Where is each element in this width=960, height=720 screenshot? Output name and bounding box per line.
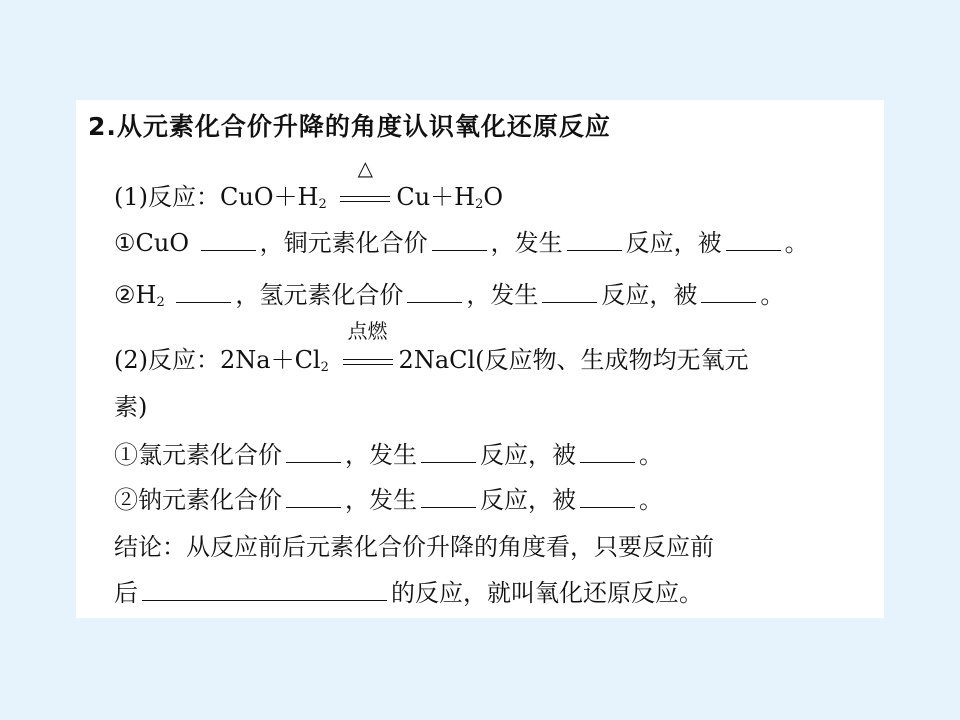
answer-blank[interactable] bbox=[421, 485, 476, 508]
q3-text-d: 。 bbox=[639, 441, 663, 469]
answer-blank[interactable] bbox=[580, 440, 635, 463]
answer-blank[interactable] bbox=[286, 440, 341, 463]
reaction-2 bbox=[114, 319, 749, 375]
q1-text-c: ，发生 bbox=[490, 229, 563, 257]
question-1 bbox=[114, 228, 809, 258]
cl2-subscript: 2 bbox=[320, 360, 329, 375]
reaction-2-rest: 2NaCl(反应物、生成物均无氧元 bbox=[398, 346, 749, 374]
reaction-2-arrow bbox=[339, 319, 397, 375]
q3-text-a: ①氯元素化合价 bbox=[114, 441, 282, 469]
q4-text-b: ，发生 bbox=[345, 486, 417, 514]
answer-blank[interactable] bbox=[580, 485, 635, 508]
question-4 bbox=[114, 485, 663, 515]
answer-blank[interactable] bbox=[726, 228, 781, 251]
q3-text-b: ，发生 bbox=[345, 441, 417, 469]
reaction-1-prefix: (1)反应： bbox=[114, 183, 220, 211]
section-title: 2.从元素化合价升降的角度认识氧化还原反应 bbox=[88, 112, 611, 141]
q2-text-c: ，发生 bbox=[466, 281, 539, 309]
heat-condition-icon: △ bbox=[357, 156, 374, 180]
q1-text-d: 反应，被 bbox=[625, 229, 722, 257]
answer-blank[interactable] bbox=[432, 228, 487, 251]
q2-subscript: 2 bbox=[156, 295, 165, 310]
q2-text-d: 反应，被 bbox=[601, 281, 698, 309]
q4-text-c: 反应，被 bbox=[480, 486, 576, 514]
q1-text-e: 。 bbox=[784, 229, 809, 257]
reaction-1-arrow bbox=[336, 156, 394, 212]
answer-blank[interactable] bbox=[421, 440, 476, 463]
answer-blank[interactable] bbox=[176, 280, 231, 303]
q4-text-a: ②钠元素化合价 bbox=[114, 486, 282, 514]
reaction-1 bbox=[114, 156, 504, 212]
q3-text-c: 反应，被 bbox=[480, 441, 576, 469]
answer-blank[interactable] bbox=[286, 485, 341, 508]
conclusion-text-b: 的反应，就叫氧化还原反应。 bbox=[391, 579, 703, 607]
q2-text-b: ，氢元素化合价 bbox=[235, 281, 404, 309]
question-2 bbox=[114, 280, 784, 310]
answer-blank[interactable] bbox=[567, 228, 622, 251]
q4-text-d: 。 bbox=[639, 486, 663, 514]
h2-subscript: 2 bbox=[318, 197, 327, 212]
reaction-2-wrap: 素) bbox=[114, 393, 148, 421]
answer-blank[interactable] bbox=[407, 280, 462, 303]
answer-blank[interactable] bbox=[142, 578, 387, 601]
reaction-1-products: Cu＋H bbox=[396, 183, 476, 211]
reaction-1-product-o: O bbox=[483, 183, 504, 211]
answer-blank[interactable] bbox=[201, 228, 256, 251]
answer-blank[interactable] bbox=[701, 280, 756, 303]
q2-text-a: ②H bbox=[114, 281, 157, 309]
q1-text-a: ①CuO bbox=[114, 229, 190, 257]
conclusion-line-1: 结论：从反应前后元素化合价升降的角度看，只要反应前 bbox=[114, 533, 714, 561]
content-card bbox=[76, 100, 884, 618]
q2-text-e: 。 bbox=[760, 281, 785, 309]
h2o-subscript: 2 bbox=[475, 197, 484, 212]
conclusion-line-2 bbox=[114, 578, 703, 608]
ignite-condition-label: 点燃 bbox=[347, 319, 388, 343]
reaction-2-prefix: (2)反应：2Na＋Cl bbox=[114, 346, 321, 374]
conclusion-text-a: 后 bbox=[114, 579, 138, 607]
q1-text-b: ，铜元素化合价 bbox=[259, 229, 428, 257]
reaction-1-reactants: CuO＋H bbox=[220, 183, 319, 211]
question-3 bbox=[114, 440, 663, 470]
answer-blank[interactable] bbox=[542, 280, 597, 303]
